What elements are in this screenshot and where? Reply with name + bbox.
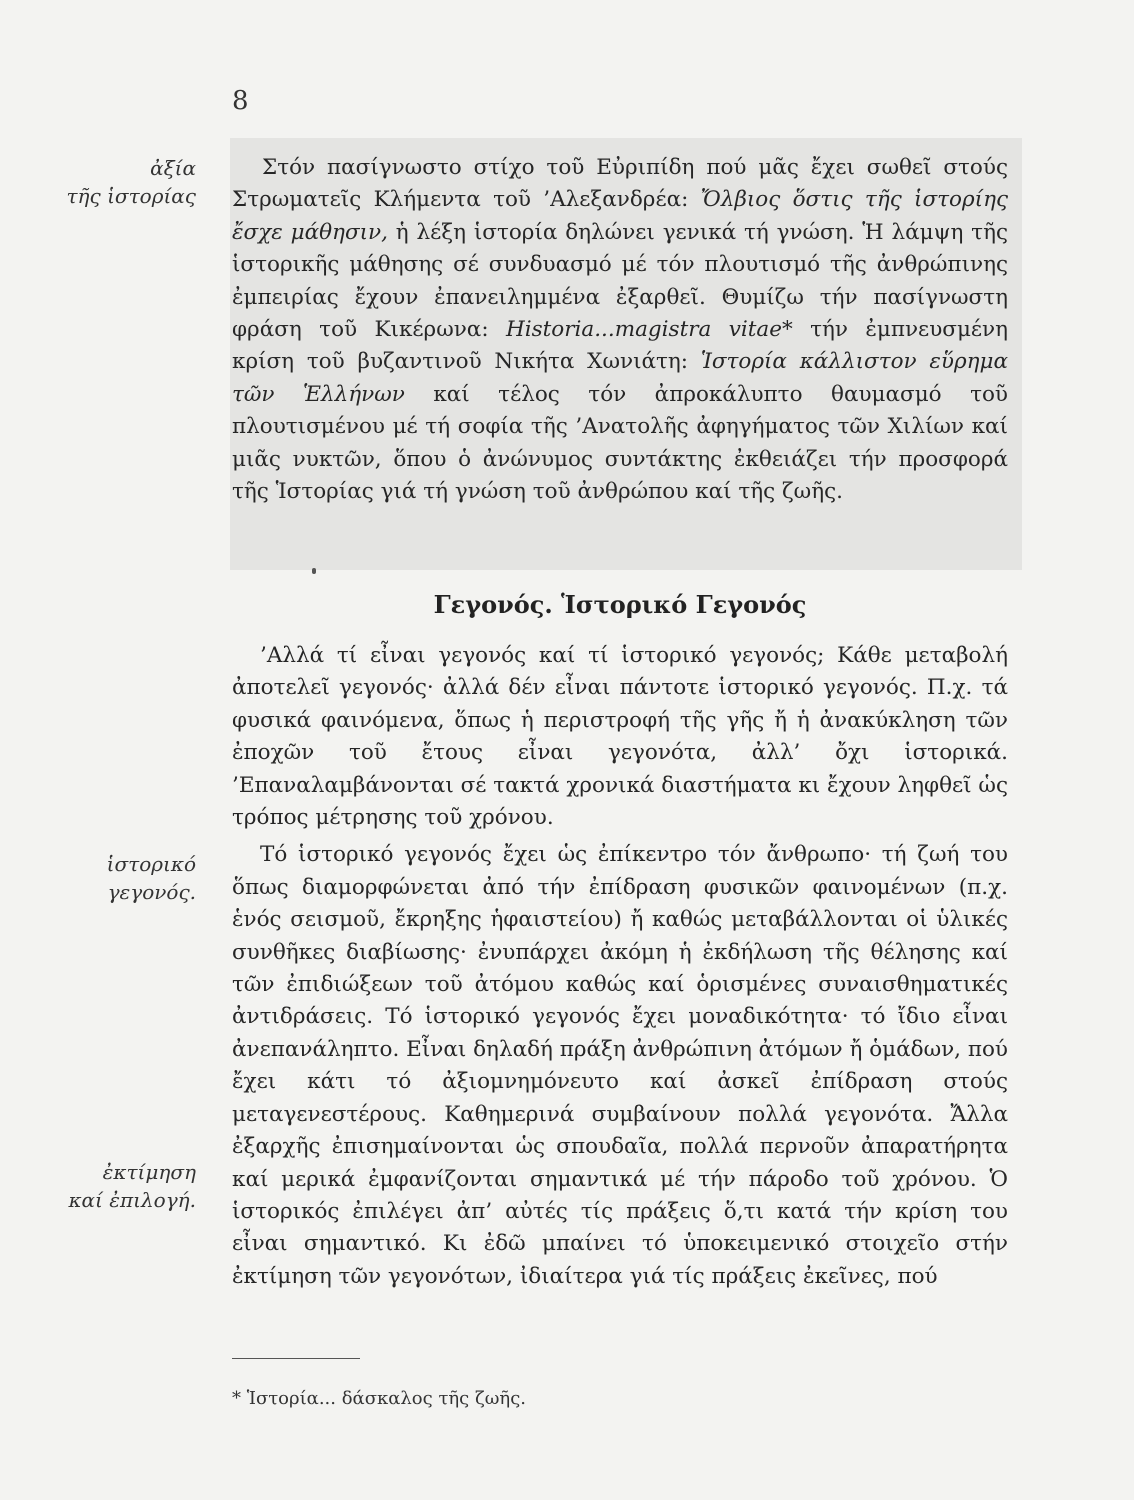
intro-text: * τήν ἐμπνευσμένη κρίση τοῦ βυζαντινοῦ Νικήτα Χωνιάτη: xyxy=(232,317,1009,375)
footnote-divider xyxy=(232,1358,360,1359)
body-text xyxy=(232,640,1008,1298)
margin-note-history-value xyxy=(40,154,196,210)
cicero-quote: Historia...magistra vitae xyxy=(505,317,782,343)
intro-paragraph xyxy=(232,152,1008,508)
margin-note-line: καί ἐπιλογή. xyxy=(68,1188,196,1212)
margin-note-line: γεγονός. xyxy=(107,880,196,904)
intro-text: Στόν πασίγνωστο στίχο τοῦ Εὐριπίδη πού μᾶς ἔχει σωθεῖ στούς Στρωματεῖς Κλήμεντα τοῦ ’Αλεξανδρέα: xyxy=(232,155,1008,213)
intro-text: καί τέλος τόν ἀπροκάλυπτο θαυμασμό τοῦ πλουτισμένου μέ τή σοφία τῆς ’Ανατολῆς ἀφηγήματος τῶν Χιλίων καί μιᾶς νυκτῶν, ὅπου ὁ ἀνώνυμος συντάκτης ἐκθειάζει τήν προσφορά τῆς Ἱστορίας γιά τή γνώση τοῦ ἀνθρώπου καί τῆς ζωῆς. xyxy=(232,381,1008,505)
body-paragraph: ’Αλλά τί εἶναι γεγονός καί τί ἱστορικό γεγονός; Κάθε μεταβολή ἀποτελεῖ γεγονός· ἀλλά δέν εἶναι πάντοτε ἱστορικό γεγονός. Π.χ. τά φυσικά φαινόμενα, ὅπως ἡ περιστροφή τῆς γῆς ἤ ἡ ἀνακύκληση τῶν ἐποχῶν τοῦ ἔτους εἶναι γεγονότα, ἀλλ’ ὄχι ἱστορικά. ’Επαναλαμβάνονται σέ τακτά χρονικά διαστήματα κι ἔχουν ληφθεῖ ὡς τρόπος μέτρησης τοῦ χρόνου. xyxy=(232,643,1008,831)
margin-note-line: ἀξία xyxy=(150,156,196,180)
intro-passage xyxy=(232,152,1008,508)
body-paragraph: Τό ἱστορικό γεγονός ἔχει ὡς ἐπίκεντρο τόν ἄνθρωπο· τή ζωή του ὅπως διαμορφώνεται ἀπό τήν ἐπίδραση φυσικῶν φαινομένων (π.χ. ἑνός σεισμοῦ, ἔκρηξης ἡφαιστείου) ἤ καθώς μεταβάλλονται οἱ ὑλικές συνθῆκες διαβίωσης· ἐνυπάρχει ἀκόμη ἡ ἐκδήλωση τῆς θέλησης καί τῶν ἐπιδιώξεων τοῦ ἀτόμου καθώς καί ὁρισμένες συναισθηματικές ἀντιδράσεις. Τό ἱστορικό γεγονός ἔχει μοναδικότητα· τό ἴδιο εἶναι ἀνεπανάληπτο. Εἶναι δηλαδή πράξη ἀνθρώπινη ἀτόμων ἤ ὁμάδων, πού ἔχει κάτι τό ἀξιομνημόνευτο καί ἀσκεῖ ἐπίδραση στούς μεταγενεστέρους. Καθημερινά συμβαίνουν πολλά γεγονότα. Ἄλλα ἐξαρχῆς ἐπισημαίνονται ὡς σπουδαῖα, πολλά περνοῦν ἀπαρατήρητα καί μερικά ἐμφανίζονται σημαντικά μέ τήν πάροδο τοῦ χρόνου. Ὁ ἱστορικός ἐπιλέγει ἀπ’ αὐτές τίς πράξεις ὅ,τι κατά τήν κρίση του εἶναι σημαντικό. Κι ἐδῶ μπαίνει τό ὑποκειμενικό στοιχεῖο στήν ἐκτίμηση τῶν γεγονότων, ἰδιαίτερα γιά τίς πράξεις ἐκεῖνες, πού xyxy=(232,842,1008,1289)
margin-note-line: ἱστορικό xyxy=(106,852,196,876)
print-speck xyxy=(312,568,316,574)
intro-text: ἡ λέξη ἱστορία δηλώνει γενικά τή γνώση. Ἡ λάμψη τῆς ἱστορικῆς μάθησης σέ συνδυασμό μέ τόν πλουτισμό τῆς ἀνθρώπινης ἐμπειρίας ἔχουν ἐπανειλημμένα ἐξαρθεῖ. Θυμίζω τήν πασίγνωστη φράση τοῦ Κικέρωνα: xyxy=(232,219,1008,343)
margin-note-assessment xyxy=(40,1158,196,1214)
footnote: * Ἱστορία... δάσκαλος τῆς ζωῆς. xyxy=(232,1388,527,1409)
section-heading: Γεγονός. Ἱστορικό Γεγονός xyxy=(433,590,807,619)
euripides-quote: Ὄλβιος ὅστις τῆς ἱστορίης ἔσχε μάθησιν, xyxy=(232,187,1008,245)
page-number: 8 xyxy=(232,86,249,116)
margin-note-line: ἐκτίμηση xyxy=(102,1160,196,1184)
margin-note-historical-event xyxy=(40,850,196,906)
choniates-quote: Ἱστορία κάλλιστον εὕρημα τῶν Ἑλλήνων xyxy=(232,349,1008,407)
margin-note-line: τῆς ἱστορίας xyxy=(66,184,196,208)
